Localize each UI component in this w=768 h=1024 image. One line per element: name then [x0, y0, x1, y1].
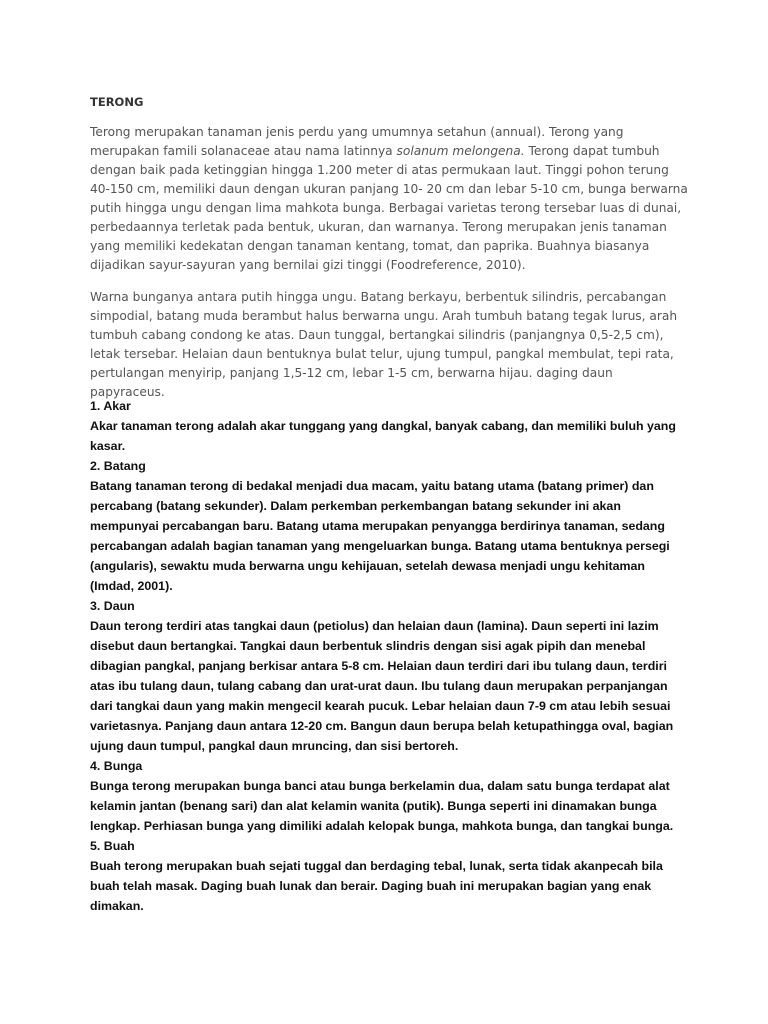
section-heading-daun: 3. Daun: [90, 599, 135, 613]
section-body-daun: Daun terong terdiri atas tangkai daun (petiolus) dan helaian daun (lamina). Daun seperti ini lazim disebut daun bertangkai. Tangkai daun berbentuk slindris dengan sisi agak pipih dan menebal dibagian pangkal, panjang berkisar antara 5-8 cm. Helaian daun terdiri dari ibu tulang daun, terdiri atas ibu tulang daun, tulang cabang dan urat-urat daun. Ibu tulang daun merupakan perpanjangan dari tangkai daun yang makin mengecil kearah pucuk. Lebar helaian daun 7-9 cm atau lebih sesuai varietasnya. Panjang daun antara 12-20 cm. Bangun daun berupa belah ketupathingga oval, bagian ujung daun tumpul, pangkal daun mruncing, dan sisi bertoreh.: [90, 619, 674, 753]
section-body-akar: Akar tanaman terong adalah akar tunggang yang dangkal, banyak cabang, dan memiliki buluh yang kasar.: [90, 419, 676, 453]
document-title: TERONG: [90, 95, 144, 109]
description-paragraph: Warna bunganya antara putih hingga ungu. Batang berkayu, berbentuk silindris, percabangan simpodial, batang muda berambut halus berwarna ungu. Arah tumbuh batang tegak lurus, arah tumbuh cabang condong ke atas. Daun tunggal, bertangkai silindris (panjangnya 0,5-2,5 cm), letak tersebar. Helaian daun bentuknya bulat telur, ujung tumpul, pangkal membulat, tepi rata, pertulangan menyirip, panjang 1,5-12 cm, lebar 1-5 cm, berwarna hijau. daging daun papyraceus.: [90, 290, 678, 399]
section-heading-batang: 2. Batang: [90, 459, 146, 473]
plant-parts-sections: [90, 396, 690, 916]
section-heading-bunga: 4. Bunga: [90, 759, 143, 773]
section-body-bunga: Bunga terong merupakan bunga banci atau bunga berkelamin dua, dalam satu bunga terdapat alat kelamin jantan (benang sari) dan alat kelamin wanita (putik). Bunga seperti ini dinamakan bunga lengkap. Perhiasan bunga yang dimiliki adalah kelopak bunga, mahkota bunga, dan tangkai bunga.: [90, 779, 674, 833]
intro-paragraph: [90, 123, 690, 275]
section-heading-akar: 1. Akar: [90, 399, 131, 413]
latin-name: solanum melongena.: [396, 144, 525, 158]
section-body-batang: Batang tanaman terong di bedakal menjadi dua macam, yaitu batang utama (batang primer) dan percabang (batang sekunder). Dalam perkemban perkembangan batang sekunder ini akan mempunyai percabangan baru. Batang utama merupakan penyangga berdirinya tanaman, sedang percabangan adalah bagian tanaman yang mengeluarkan bunga. Batang utama bentuknya persegi (angularis), sewaktu muda berwarna ungu kehijauan, setelah dewasa menjadi ungu kehitaman (Imdad, 2001).: [90, 479, 670, 593]
section-heading-buah: 5. Buah: [90, 839, 135, 853]
intro-text-start: Terong merupakan tanaman jenis perdu yang umumnya setahun (annual). Terong yang merupakan famili solanaceae atau nama latinnya: [90, 125, 624, 158]
section-body-buah: Buah terong merupakan buah sejati tuggal dan berdaging tebal, lunak, serta tidak akanpecah bila buah telah masak. Daging buah lunak dan berair. Daging buah ini merupakan bagian yang enak dimakan.: [90, 859, 663, 913]
intro-text-end: Terong dapat tumbuh dengan baik pada ketinggian hingga 1.200 meter di atas permukaan laut. Tinggi pohon terung 40-150 cm, memiliki daun dengan ukuran panjang 10- 20 cm dan lebar 5-10 cm, bunga berwarna putih hingga ungu dengan lima mahkota bunga. Berbagai varietas terong tersebar luas di dunai, perbedaannya terletak pada bentuk, ukuran, dan warnanya. Terong merupakan jenis tanaman yang memiliki kedekatan dengan tanaman kentang, tomat, dan paprika. Buahnya biasanya dijadikan sayur-sayuran yang bernilai gizi tinggi (Foodreference, 2010).: [90, 144, 688, 272]
